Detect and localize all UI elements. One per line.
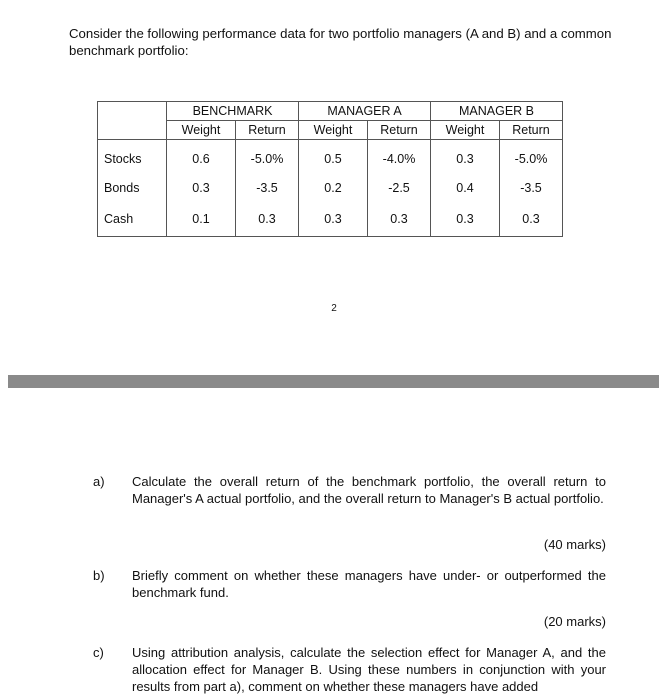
subheader-return: Return [368, 121, 431, 140]
question-text: Using attribution analysis, calculate the selection effect for Manager A, and the allocation effect for Manager B. Using these numbers in conjunction with your results from part a), comment on whether these managers have added [132, 645, 606, 694]
table-cell: 0.3 [299, 202, 368, 237]
page-divider [8, 375, 659, 388]
marks-a: (40 marks) [543, 537, 606, 552]
question-letter: c) [93, 645, 104, 660]
page-number: 2 [331, 303, 337, 314]
question-text: Briefly comment on whether these managers have under- or outperformed the benchmark fund. [132, 568, 606, 600]
group-header-benchmark: BENCHMARK [167, 102, 299, 121]
table-group-header-row [98, 102, 563, 121]
table-cell: 0.4 [431, 173, 500, 202]
group-header-manager-a: MANAGER A [299, 102, 431, 121]
table-cell: -3.5 [500, 173, 563, 202]
question-text: Calculate the overall return of the benchmark portfolio, the overall return to Manager's A actual portfolio, and the overall return to Manager's B actual portfolio. [132, 474, 606, 506]
table-cell: -4.0% [368, 140, 431, 174]
table-cell: 0.3 [500, 202, 563, 237]
table-cell: 0.1 [167, 202, 236, 237]
row-label: Cash [98, 202, 167, 237]
table-cell: 0.2 [299, 173, 368, 202]
subheader-return: Return [236, 121, 299, 140]
intro-text: Consider the following performance data for two portfolio managers (A and B) and a common benchmark portfolio: [69, 26, 612, 58]
question-letter: a) [93, 474, 105, 489]
table-subheader-row [98, 121, 563, 140]
table-cell: 0.6 [167, 140, 236, 174]
performance-table [97, 101, 563, 237]
subheader-weight: Weight [167, 121, 236, 140]
table-row [98, 173, 563, 202]
table-cell: -5.0% [236, 140, 299, 174]
question-letter: b) [93, 568, 105, 583]
table-corner-cell [98, 102, 167, 140]
row-label: Stocks [98, 140, 167, 174]
table-cell: 0.3 [368, 202, 431, 237]
table-row [98, 202, 563, 237]
table-cell: -3.5 [236, 173, 299, 202]
table-cell: 0.3 [431, 140, 500, 174]
table-cell: 0.3 [167, 173, 236, 202]
table-cell: 0.5 [299, 140, 368, 174]
row-label: Bonds [98, 173, 167, 202]
table-cell: -2.5 [368, 173, 431, 202]
marks-b: (20 marks) [543, 614, 606, 629]
table-row [98, 140, 563, 174]
subheader-weight: Weight [299, 121, 368, 140]
subheader-return: Return [500, 121, 563, 140]
subheader-weight: Weight [431, 121, 500, 140]
table-cell: 0.3 [431, 202, 500, 237]
group-header-manager-b: MANAGER B [431, 102, 563, 121]
table-cell: -5.0% [500, 140, 563, 174]
table-cell: 0.3 [236, 202, 299, 237]
